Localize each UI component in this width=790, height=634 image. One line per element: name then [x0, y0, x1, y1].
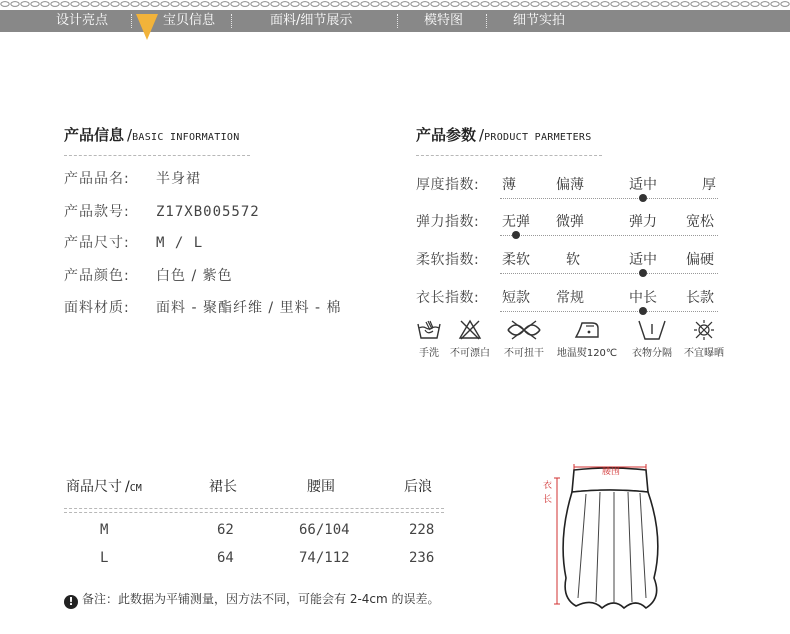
size-cell: 236 [409, 550, 435, 566]
param-option: 偏硬 [686, 252, 714, 268]
nav-bar [0, 10, 790, 32]
param-option: 长款 [686, 290, 714, 306]
size-cell: 62 [217, 522, 234, 538]
skirt-diagram [540, 458, 680, 618]
measurement-note [64, 590, 440, 609]
info-row-color [64, 265, 233, 285]
param-option: 常规 [556, 290, 584, 306]
size-cell: L [100, 550, 109, 566]
size-cell: M [100, 522, 109, 538]
nav-separator [397, 14, 398, 28]
care-no-bleach [446, 318, 494, 359]
nav-separator [131, 14, 132, 28]
skirt-icon [540, 458, 680, 618]
care-low-iron [554, 318, 620, 359]
param-row-length [416, 287, 726, 317]
param-label: 柔软指数: [416, 252, 480, 268]
no-bleach-icon [458, 318, 482, 342]
size-cell: 64 [217, 550, 234, 566]
param-scale-line [500, 273, 718, 274]
param-selected-dot [639, 307, 647, 315]
info-value: 半身裙 [156, 171, 201, 187]
size-col-length: 裙长 [209, 479, 237, 495]
table-divider [64, 508, 444, 509]
parameters-title [416, 124, 592, 145]
info-row-name [64, 168, 201, 188]
size-table-title [66, 476, 142, 496]
nav-decorative-border [0, 0, 790, 10]
care-label: 衣物分隔 [632, 348, 672, 359]
care-no-sun-dry [680, 318, 728, 359]
param-row-thickness [416, 174, 726, 204]
care-label: 不宜曝晒 [684, 348, 724, 359]
title-slash: / [127, 126, 133, 144]
nav-tab-detail-photos[interactable]: 细节实拍 [513, 13, 566, 28]
nav-tab-product-info[interactable]: 宝贝信息 [163, 13, 216, 28]
parameters-subtitle: PRODUCT PARMETERS [484, 132, 592, 143]
param-option: 适中 [629, 252, 657, 268]
param-row-softness [416, 249, 726, 279]
info-label: 产品款号: [64, 204, 130, 220]
param-selected-dot [512, 231, 520, 239]
product-info-heading: 产品信息 [64, 126, 125, 144]
info-value: 面料 - 聚酯纤维 / 里料 - 棉 [156, 300, 342, 316]
param-option: 宽松 [686, 214, 714, 230]
length-measure-label: 长 [543, 495, 553, 505]
info-label: 产品颜色: [64, 268, 130, 284]
nav-tab-fabric-details[interactable]: 面料/细节展示 [270, 13, 353, 28]
param-option: 软 [566, 252, 580, 268]
waist-measure-label: 腰围 [602, 467, 621, 477]
length-measure-label: 衣 [543, 481, 553, 491]
hand-wash-icon [416, 318, 442, 342]
info-value: M / L [156, 235, 204, 251]
param-option: 薄 [502, 177, 516, 193]
title-slash: / [479, 126, 485, 144]
info-row-style-number [64, 201, 260, 221]
param-option: 中长 [629, 290, 657, 306]
product-info-title [64, 124, 240, 145]
separate-wash-icon [637, 318, 667, 342]
parameters-heading: 产品参数 [416, 126, 477, 144]
param-scale-line [500, 235, 718, 236]
product-info-subtitle: BASIC INFORMATION [132, 132, 240, 143]
care-label: 不可扭干 [504, 348, 544, 359]
param-scale-line [500, 198, 718, 199]
divider [64, 155, 250, 156]
note-text: 备注：此数据为平铺测量，因方法不同，可能会有 2-4cm 的误差。 [82, 592, 440, 606]
care-label: 不可漂白 [450, 348, 490, 359]
info-row-size [64, 232, 203, 252]
size-col-hem: 后浪 [404, 479, 432, 495]
care-no-wring [500, 318, 548, 359]
param-option: 短款 [502, 290, 530, 306]
info-label: 面料材质: [64, 300, 130, 316]
param-option: 偏薄 [556, 177, 584, 193]
param-row-elasticity [416, 211, 726, 241]
param-option: 无弹 [502, 214, 530, 230]
size-col-waist: 腰围 [307, 479, 335, 495]
table-divider [64, 512, 444, 513]
param-option: 厚 [702, 177, 716, 193]
size-cell: 74/112 [299, 550, 350, 566]
active-tab-marker [136, 14, 158, 40]
warning-icon: ! [64, 595, 78, 609]
divider [416, 155, 602, 156]
info-row-material [64, 297, 342, 317]
param-option: 适中 [629, 177, 657, 193]
param-label: 弹力指数: [416, 214, 480, 230]
size-cell: 66/104 [299, 522, 350, 538]
no-wring-icon [504, 318, 544, 342]
param-selected-dot [639, 194, 647, 202]
title-slash: / [125, 479, 130, 495]
info-value: Z17XB005572 [156, 204, 260, 220]
info-value: 白色 / 紫色 [156, 268, 233, 284]
nav-separator [486, 14, 487, 28]
size-table-unit: CM [129, 483, 142, 494]
nav-separator [231, 14, 232, 28]
no-sun-dry-icon [692, 318, 716, 342]
info-label: 产品尺寸: [64, 235, 130, 251]
param-option: 微弹 [556, 214, 584, 230]
param-scale-line [500, 311, 718, 312]
care-label: 手洗 [419, 348, 439, 359]
size-cell: 228 [409, 522, 435, 538]
param-label: 衣长指数: [416, 290, 480, 306]
low-iron-icon [572, 318, 602, 342]
care-label: 地温熨120℃ [556, 348, 618, 359]
top-navigation [0, 0, 790, 32]
size-table-heading: 商品尺寸 [66, 479, 122, 495]
param-label: 厚度指数: [416, 177, 480, 193]
param-option: 柔软 [502, 252, 530, 268]
care-separate-wash [624, 318, 680, 359]
nav-tab-model-photos[interactable]: 模特图 [424, 13, 464, 28]
nav-tab-design-highlights[interactable]: 设计亮点 [56, 13, 109, 28]
param-selected-dot [639, 269, 647, 277]
param-option: 弹力 [629, 214, 657, 230]
info-label: 产品品名: [64, 171, 130, 187]
care-hand-wash [414, 318, 444, 359]
